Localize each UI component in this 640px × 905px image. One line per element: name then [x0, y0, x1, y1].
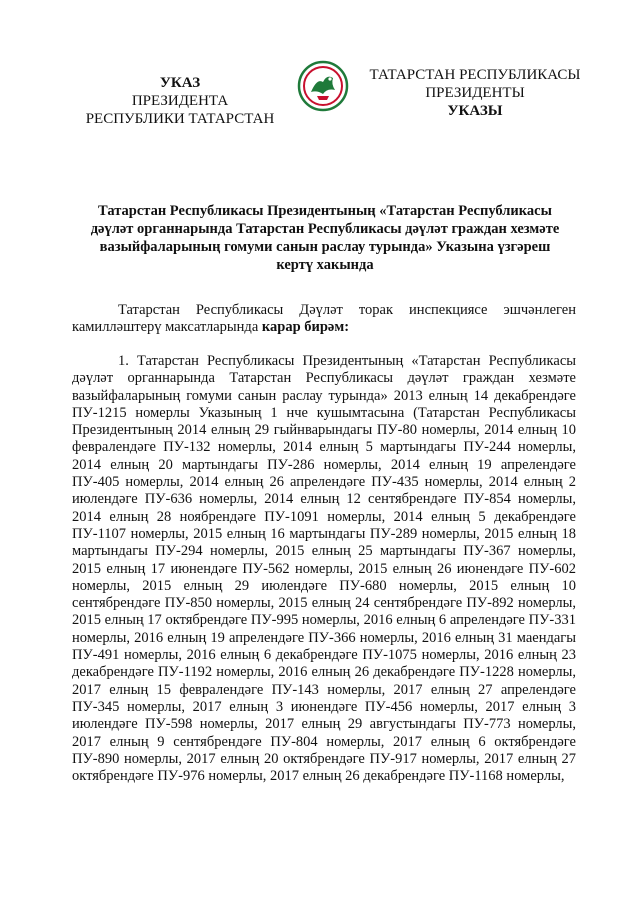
intro-paragraph: [72, 302, 576, 336]
header-right-line1: ТАТАРСТАН РЕСПУБЛИКАСЫ: [369, 67, 581, 83]
header-right-block: [362, 66, 588, 120]
header-left-line3: РЕСПУБЛИКИ ТАТАРСТАН: [85, 111, 275, 127]
intro-text: Татарстан Республикасы Дәүләт торак инспекциясе эшчәнлеген камилләштерү максатларында: [72, 302, 576, 335]
header-left-block: [70, 74, 290, 128]
header-left-line2: ПРЕЗИДЕНТА: [131, 93, 229, 109]
document-title: Татарстан Республикасы Президентының «Татарстан Республикасы дәүләт органнарында Татарстан Республикасы дәүләт граждан хезмәте вазыйфаларының гомуми санын раслау турында» Указына үзгәреш кертү хакында: [90, 203, 560, 273]
header-left-line1: УКАЗ: [159, 75, 201, 91]
header-right-line3: УКАЗЫ: [447, 103, 503, 119]
intro-decree-phrase: карар бирәм:: [261, 319, 350, 335]
tatarstan-coat-of-arms-icon: [297, 60, 349, 112]
paragraph-1: 1. Татарстан Республикасы Президентының «Татарстан Республикасы дәүләт органнарында Татарстан Республикасы дәүләт граждан хезмәте вазыйфаларының гомуми санын раслау турында» 2013 елның 14 декабрендәге ПУ-1215 номерлы Указының 1 нче кушымтасына (Татарстан Республикасы Президентының 2014 елның 29 гыйнварындагы ПУ-80 номерлы, 2014 елның 10 февралендәге ПУ-132 номерлы, 2014 елның 5 мартындагы ПУ-244 номерлы, 2014 елның 20 мартындагы ПУ-286 номерлы, 2014 елның 19 апрелендәге ПУ-405 номерлы, 2014 елның 26 апрелендәге ПУ-435 номерлы, 2014 елның 2 июлендәге ПУ-636 номерлы, 2014 елның 12 сентябрендәге ПУ-854 номерлы, 2014 елның 28 ноябрендәге ПУ-1091 номерлы, 2014 елның 5 декабрендәге ПУ-1107 номерлы, 2015 елның 16 мартындагы ПУ-289 номерлы, 2015 елның 18 мартындагы ПУ-294 номерлы, 2015 елның 25 мартындагы ПУ-367 номерлы, 2015 елның 17 июнендәге ПУ-562 номерлы, 2015 елның 26 июнендәге ПУ-602 номерлы, 2015 елның 29 июлендәге ПУ-680 номерлы, 2015 елның 10 сентябрендәге ПУ-850 номерлы, 2015 елның 24 сентябрендәге ПУ-892 номерлы, 2015 елның 17 октябрендәге ПУ-995 номерлы, 2016 елның 6 апрелендәге ПУ-331 номерлы, 2016 елның 19 апрелендәге ПУ-366 номерлы, 2016 елның 31 маендагы ПУ-491 номерлы, 2016 елның 6 декабрендәге ПУ-1075 номерлы, 2016 елның 23 декабрендәге ПУ-1192 номерлы, 2016 елның 26 декабрендәге ПУ-1228 номерлы, 2017 елның 15 февралендәге ПУ-143 номерлы, 2017 елның 27 апрелендәге ПУ-345 номерлы, 2017 елның 3 июнендәге ПУ-456 номерлы, 2017 елның 3 июлендәге ПУ-598 номерлы, 2017 елның 29 августындагы ПУ-773 номерлы, 2017 елның 9 сентябрендәге ПУ-804 номерлы, 2017 елның 6 октябрендәге ПУ-890 номерлы, 2017 елның 20 октябрендәге ПУ-917 номерлы, 2017 елның 27 октябрендәге ПУ-976 номерлы, 2017 елның 26 декабрендәге ПУ-1168 номерлы,: [72, 353, 576, 785]
header-right-line2: ПРЕЗИДЕНТЫ: [425, 85, 525, 101]
